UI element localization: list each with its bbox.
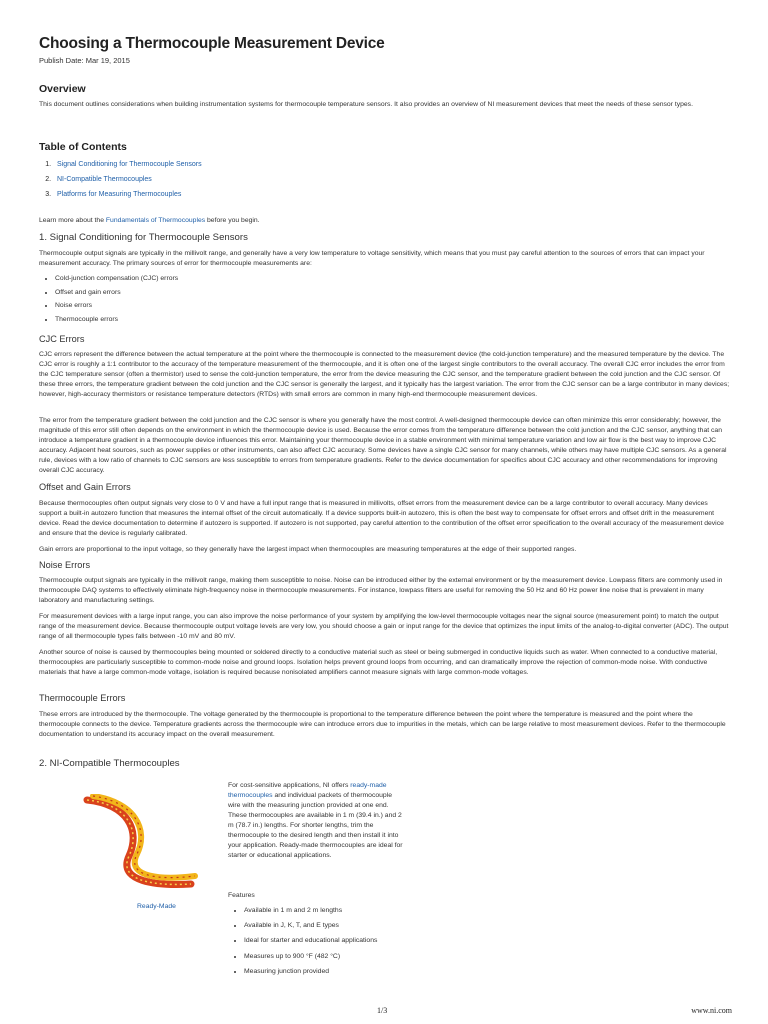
list-item: • Offset and gain errors: [55, 286, 178, 300]
toc-heading: Table of Contents: [39, 141, 127, 153]
cjc-paragraph-1: CJC errors represent the difference between the actual temperature at the point where the thermocouple is connected to the measurement device (the cold-junction temperature) and the measured temperature by the device. The CJC error is roughly a 1:1 contributor to the accuracy of the temperature measurement of the thermocouple, and it is often one of the largest single contributors to the overall accuracy. The overall CJC error includes the error from the CJC temperature sensor (often a thermistor) used to sense the cold-junction temperature, the error from the device measuring the CJC sensor, and the temperature gradient between the cold junction and the CJC sensor. Of these three errors, the temperature gradient between the cold junction and the CJC sensor is generally the largest, and it typically has the largest variation. The error from the CJC sensor can be a large contributor in many devices; however, high-accuracy thermistors or resistance temperature detectors (RTDs) with small errors are common in many high-end thermocouple measurement devices.: [39, 351, 730, 398]
image-caption: [137, 903, 176, 910]
ready-made-thermocouples-link[interactable]: ready-made thermocouples: [228, 782, 387, 799]
footer-site: www.ni.com: [691, 1006, 732, 1015]
toc-link-ni-compatible[interactable]: NI-Compatible Thermocouples: [57, 176, 152, 183]
thermocouple-image: [79, 794, 199, 884]
noise-paragraph-2: For measurement devices with a large input range, you can also improve the noise performance of your system by amplifying the low-level thermocouple voltages near the signal source (measurement point) to match the output range of the measurement device. Because thermocouple output voltage levels are very low, you should choose a gain or input range for the device that optimizes the input limits of the analog-to-digital converter (ADC). The output range of all thermocouple types falls between -10 mV and 80 mV.: [39, 613, 729, 640]
list-item: • Noise errors: [55, 299, 178, 313]
section2-heading: 2. NI-Compatible Thermocouples: [39, 758, 180, 769]
noise-heading: Noise Errors: [39, 560, 91, 570]
offset-gain-heading: Offset and Gain Errors: [39, 482, 131, 492]
error-sources-list: [39, 272, 178, 326]
page-number: 1/3: [377, 1006, 388, 1015]
publish-date: Publish Date: Mar 19, 2015: [39, 56, 130, 65]
ready-made-description: [228, 781, 403, 861]
offset-paragraph-2: Gain errors are proportional to the input voltage, so they generally have the largest impact when thermocouples are measuring temperatures at the edge of their supported ranges.: [39, 546, 577, 553]
noise-paragraph-1: Thermocouple output signals are typically in the millivolt range, making them susceptible to noise. Noise can be introduced either by the external environment or by the measurement device. Lowpass filters are commonly used in thermocouple DAQ systems to effectively eliminate high-frequency noise in thermocouple measurements. For instance, lowpass filters are useful for removing the 50 Hz and 60 Hz power line noise that is prevalent in many laboratory and manufacturing settings.: [39, 577, 723, 604]
desc-after: and individual packets of thermocouple wire with the measuring junction provided at one end. These thermocouples are available in 1 m (39.4 in.) and 2 m (78.7 in.) lengths. For shorter lengths, trim the thermocouple to the desired length and then install it into your application. Ready-made thermocouples are ideal for starter or educational applications.: [228, 792, 403, 859]
fundamentals-link[interactable]: Fundamentals of Thermocouples: [105, 217, 206, 224]
features-label: Features: [228, 892, 255, 899]
thermocouple-errors-heading: Thermocouple Errors: [39, 693, 126, 703]
learn-more-text: [39, 216, 731, 226]
thermocouple-errors-paragraph: These errors are introduced by the thermocouple. The voltage generated by the thermocouple is proportional to the temperature difference between the point where the temperature is measured and the point where the thermocouple connects to the device. Temperature gradients across the thermocouple wire can introduce errors due to impurities in the metals, which can be large relative to most measurement devices. Refer to the thermocouple documentation to understand its accuracy impact on the overall measurement.: [39, 711, 726, 738]
overview-text: This document outlines considerations when building instrumentation systems for thermocouple temperature sensors. It also provides an overview of NI measurement devices that meet the needs of these sensor types.: [39, 101, 693, 108]
learn-more-before: Learn more about the: [39, 217, 106, 224]
list-item: • Available in 1 m and 2 m lengths: [244, 903, 377, 918]
toc-link-signal-conditioning[interactable]: Signal Conditioning for Thermocouple Sensors: [57, 161, 202, 168]
list-item: • Measures up to 900 °F (482 °C): [244, 949, 377, 964]
list-item: • Thermocouple errors: [55, 313, 178, 327]
toc-item[interactable]: [53, 157, 202, 172]
section1-heading: 1. Signal Conditioning for Thermocouple Sensors: [39, 232, 248, 243]
overview-heading: Overview: [39, 83, 86, 95]
noise-paragraph-3: Another source of noise is caused by thermocouples being mounted or soldered directly to a conductive material such as steel or being submerged in conductive liquids such as water. When connected to a conductive material, thermocouples are particularly susceptible to common-mode noise and ground loops. Isolation helps prevent ground loops from occurring, and can dramatically improve the rejection of common-mode noise. With conductive materials that have a large common-mode voltage, isolation is required because nonisolated amplifiers cannot measure signals with large common-mode voltages.: [39, 649, 718, 676]
list-item: • Ideal for starter and educational applications: [244, 933, 377, 948]
list-item: • Available in J, K, T, and E types: [244, 918, 377, 933]
learn-more-after: before you begin.: [205, 217, 260, 224]
offset-paragraph-1: Because thermocouples often output signals very close to 0 V and have a full input range that is measured in millivolts, offset errors from the measurement device can be a large contributor to overall accuracy. Many devices support a built-in autozero function that measures the internal offset of the circuit automatically. If a device supports built-in autozero, this is often the best way to compensate for offset errors and offset drift in the measurement device. Read the device documentation to determine if autozero is supported. If autozero is not supported, pay careful attention to the contribution of the offset error specification to the overall accuracy of the measurement device and ensure that the device is regularly calibrated.: [39, 500, 724, 537]
toc-item[interactable]: [53, 172, 202, 187]
toc-list: [39, 157, 202, 202]
features-list: [228, 903, 377, 979]
ready-made-caption-link[interactable]: Ready-Made: [137, 903, 176, 910]
toc-item[interactable]: [53, 187, 202, 202]
list-item: • Measuring junction provided: [244, 964, 377, 979]
cjc-heading: CJC Errors: [39, 334, 85, 344]
desc-before: For cost-sensitive applications, NI offers: [228, 782, 351, 789]
page-title: Choosing a Thermocouple Measurement Device: [39, 35, 385, 52]
cjc-paragraph-2: The error from the temperature gradient between the cold junction and the CJC sensor is where you generally have the most control. A well-designed thermocouple device can often minimize this error considerably; however, the magnitude of this error still often depends on the environment in which the thermocouple device is used. Because the error comes from the temperature difference between the cold junction and the CJC sensor, anything that can introduce a temperature gradient in a thermocouple device influences this error. Maintaining your thermocouple device in a stable environment with minimal temperature variation and low air flow is the best way to improve CJC accuracy. Adjacent heat sources, such as power supplies or other instruments, can also affect CJC accuracy. Some devices have a single CJC sensor for many channels, while others may have multiple CJC sensors. As a general rule, devices with a low ratio of channels to CJC sensors are less susceptible to errors from temperature gradients. Refer to the device documentation for specifics about CJC accuracy and other recommendations for improving overall CJC accuracy.: [39, 417, 727, 474]
section1-intro: Thermocouple output signals are typically in the millivolt range, and generally have a very low temperature to voltage sensitivity, which means that you must pay careful attention to the sources of errors that can impact your measurement accuracy. The primary sources of error for thermocouple measurements are:: [39, 250, 705, 267]
list-item: • Cold-junction compensation (CJC) errors: [55, 272, 178, 286]
toc-link-platforms[interactable]: Platforms for Measuring Thermocouples: [57, 191, 182, 198]
